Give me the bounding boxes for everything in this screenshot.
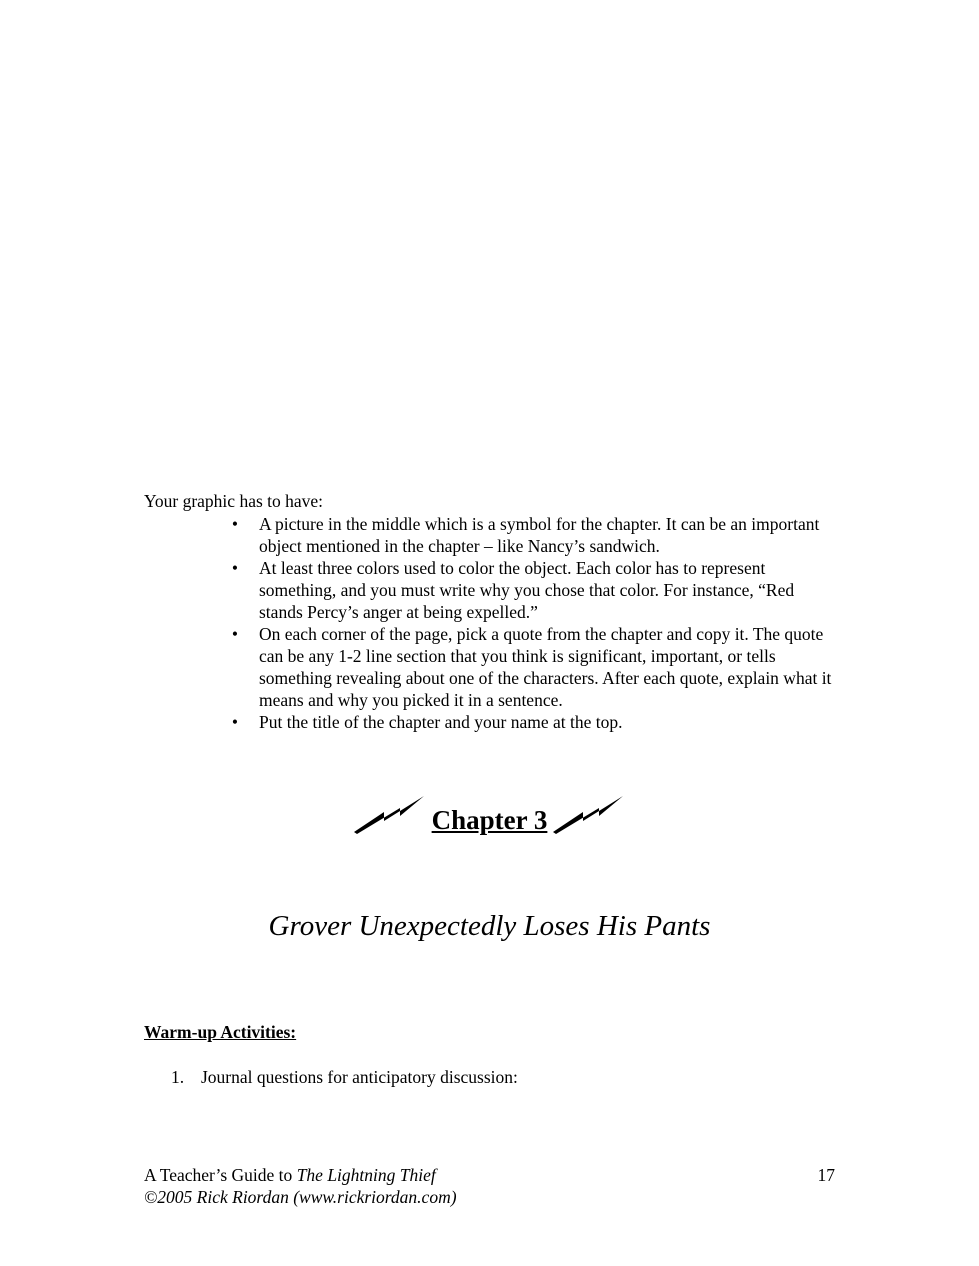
- bullet-icon: •: [231, 624, 239, 644]
- list-item-text: Journal questions for anticipatory discussion:: [201, 1067, 518, 1087]
- page-number: 17: [817, 1165, 835, 1185]
- list-item-text: A picture in the middle which is a symbol for the chapter. It can be an important object mentioned in the chapter – like Nancy’s sandwich.: [259, 514, 820, 556]
- graphic-requirements-list: [229, 513, 839, 733]
- list-item-text: Put the title of the chapter and your name at the top.: [259, 712, 623, 732]
- warmup-heading: Warm-up Activities:: [144, 1022, 297, 1042]
- lightning-bolt-icon: [553, 796, 625, 836]
- bullet-icon: •: [231, 712, 239, 732]
- bullet-icon: •: [231, 558, 239, 578]
- footer-guide-prefix: A Teacher’s Guide to: [144, 1165, 297, 1185]
- list-item: [229, 623, 839, 711]
- list-item: [229, 513, 839, 557]
- lightning-bolt-icon: [354, 796, 426, 836]
- list-item-number: 1.: [171, 1067, 185, 1087]
- footer-book-title: The Lightning Thief: [296, 1165, 436, 1185]
- graphic-requirements-intro: Your graphic has to have:: [144, 491, 324, 511]
- list-item: [229, 557, 839, 623]
- footer-copyright: ©2005 Rick Riordan (www.rickriordan.com): [144, 1187, 457, 1207]
- list-item-text: On each corner of the page, pick a quote from the chapter and copy it. The quote can be any 1-2 line section that you think is significant, important, or tells something revealing about one of the characters. After each quote, explain what it means and why you picked it in a sentence.: [259, 624, 832, 710]
- list-item-text: At least three colors used to color the object. Each color has to represent something, and you must write why you chose that color. For instance, “Red stands Percy’s anger at being expelled.”: [259, 558, 795, 622]
- footer-credits: [144, 1164, 457, 1208]
- bullet-icon: •: [231, 514, 239, 534]
- list-item: [229, 711, 839, 733]
- chapter-title: Chapter 3: [431, 805, 548, 835]
- chapter-heading: [0, 796, 979, 836]
- list-item: [171, 1066, 518, 1088]
- chapter-subtitle: Grover Unexpectedly Loses His Pants: [268, 910, 711, 942]
- footer-guide-line: [144, 1164, 457, 1186]
